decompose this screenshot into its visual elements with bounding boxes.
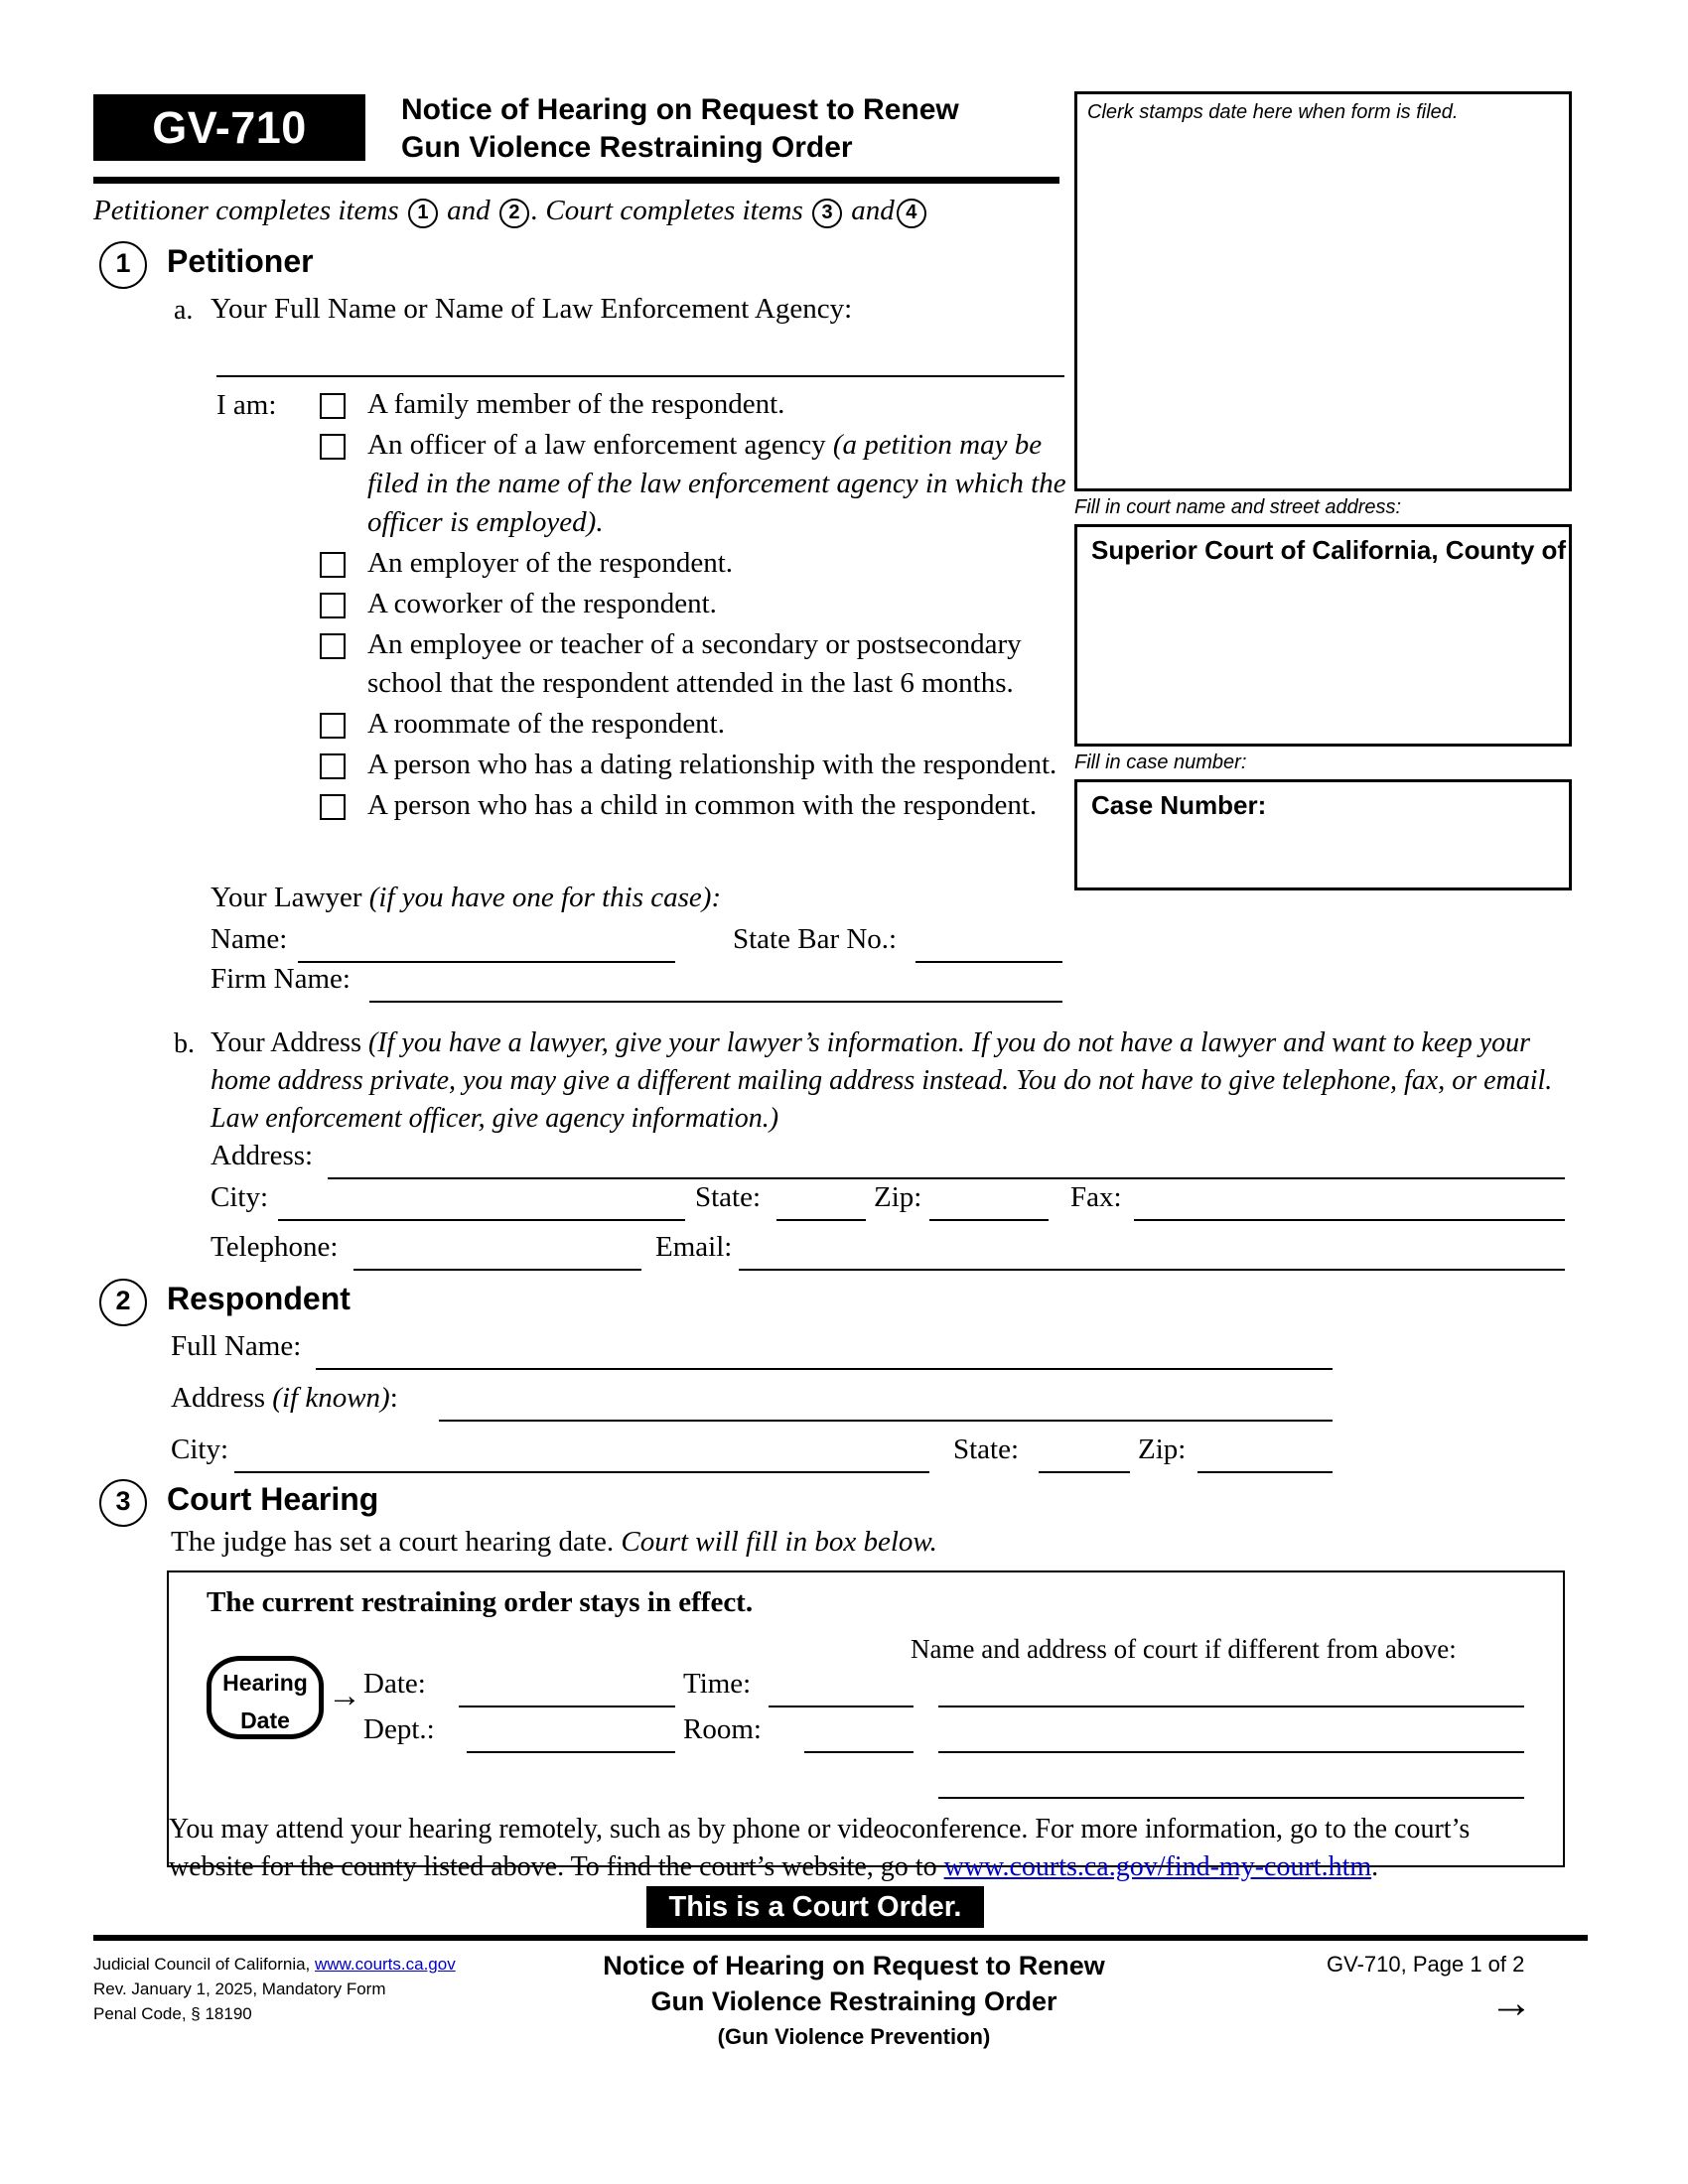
- checkbox-family-member[interactable]: [320, 393, 346, 419]
- footer-page-indicator: GV-710, Page 1 of 2: [1327, 1952, 1525, 1977]
- right-arrow-icon: →: [328, 1678, 361, 1714]
- lawyer-name-line[interactable]: [298, 961, 675, 963]
- footer-title-line1: Notice of Hearing on Request to Renew: [603, 1951, 1105, 1980]
- i-am-label: I am:: [216, 389, 277, 421]
- lawyer-name-label: Name:: [211, 923, 288, 955]
- respondent-city-line[interactable]: [234, 1471, 929, 1473]
- hearing-date-line[interactable]: [459, 1706, 675, 1707]
- checkbox-coworker[interactable]: [320, 593, 346, 618]
- court-order-banner: This is a Court Order.: [646, 1886, 984, 1928]
- checkbox-row[interactable]: [320, 746, 1074, 784]
- section-2-number: 2: [99, 1279, 147, 1326]
- checkbox-employer[interactable]: [320, 552, 346, 578]
- respondent-zip-line[interactable]: [1197, 1471, 1333, 1473]
- lawyer-heading-note: (if you have one for this case):: [368, 882, 722, 913]
- case-number-label: Fill in case number:: [1074, 751, 1247, 773]
- form-title-line2: Gun Violence Restraining Order: [401, 131, 853, 164]
- court-name-box[interactable]: [1074, 524, 1572, 747]
- footer-rule: [93, 1935, 1588, 1941]
- checkbox-row[interactable]: [320, 625, 1074, 703]
- respondent-address-line[interactable]: [439, 1420, 1333, 1422]
- who-completes-instruction: [93, 195, 928, 228]
- lawyer-firm-label: Firm Name:: [211, 963, 351, 995]
- respondent-state-line[interactable]: [1039, 1471, 1130, 1473]
- lawyer-bar-label: State Bar No.:: [733, 923, 898, 955]
- petitioner-relationship-checkbox-list: [320, 385, 1074, 825]
- lawyer-bar-line[interactable]: [915, 961, 1062, 963]
- petitioner-email-label: Email:: [655, 1231, 733, 1263]
- section-1-number: 1: [99, 241, 147, 289]
- section-1-heading: Petitioner: [167, 243, 314, 279]
- checkbox-roommate[interactable]: [320, 713, 346, 739]
- hearing-time-line[interactable]: [769, 1706, 914, 1707]
- hearing-date-badge: [207, 1656, 324, 1739]
- hearing-room-line[interactable]: [804, 1751, 914, 1753]
- respondent-state-label: State:: [953, 1433, 1020, 1465]
- who-completes-text-b: and: [447, 195, 491, 226]
- section-3-intro-plain: The judge has set a court hearing date.: [171, 1526, 615, 1558]
- hearing-date-label: Date:: [363, 1668, 426, 1700]
- respondent-full-name-label: Full Name:: [171, 1330, 302, 1362]
- petitioner-address-line[interactable]: [328, 1177, 1565, 1179]
- petitioner-fax-label: Fax:: [1070, 1181, 1122, 1213]
- hearing-room-label: Room:: [683, 1713, 762, 1745]
- section-3-number: 3: [99, 1479, 147, 1527]
- who-completes-text-c: . Court completes items: [530, 195, 803, 226]
- respondent-address-colon: :: [389, 1382, 398, 1414]
- header-rule: [93, 177, 1059, 184]
- item-1b-label: Your Address: [211, 1027, 361, 1058]
- petitioner-zip-label: Zip:: [874, 1181, 922, 1213]
- court-name-label: Fill in court name and street address:: [1074, 496, 1402, 518]
- item-1b-letter: b.: [174, 1028, 195, 1059]
- checkbox-law-enforcement-officer[interactable]: [320, 434, 346, 460]
- petitioner-telephone-label: Telephone:: [211, 1231, 339, 1263]
- court-name-value: Superior Court of California, County of: [1091, 535, 1567, 565]
- section-3-heading: Court Hearing: [167, 1481, 379, 1517]
- circled-number-3: 3: [812, 199, 842, 228]
- hearing-details-box: [167, 1570, 1565, 1882]
- checkbox-child-in-common[interactable]: [320, 794, 346, 820]
- court-address-line-2[interactable]: [938, 1751, 1524, 1753]
- footer-title-line3: (Gun Violence Prevention): [717, 2024, 991, 2049]
- item-1a-letter: a.: [174, 295, 194, 326]
- remote-hearing-paragraph: [169, 1811, 1549, 1886]
- case-number-value: Case Number:: [1091, 790, 1267, 820]
- checkbox-row[interactable]: [320, 385, 1074, 424]
- circled-number-2: 2: [499, 199, 529, 228]
- hearing-box-title: The current restraining order stays in effect.: [207, 1586, 754, 1618]
- lawyer-heading-label: Your Lawyer: [211, 882, 362, 913]
- footer-left-block: [93, 1952, 456, 2026]
- court-address-label: Name and address of court if different from above:: [911, 1634, 1457, 1664]
- form-title-line1: Notice of Hearing on Request to Renew: [401, 93, 959, 126]
- footer-revision-line: Rev. January 1, 2025, Mandatory Form: [93, 1979, 386, 1998]
- next-page-arrow-icon: →: [1489, 1979, 1533, 2027]
- respondent-address-note: (if known): [272, 1382, 390, 1414]
- footer-penal-code-line: Penal Code, § 18190: [93, 2004, 252, 2023]
- courts-website-link[interactable]: www.courts.ca.gov: [315, 1955, 456, 1974]
- petitioner-email-line[interactable]: [739, 1269, 1565, 1271]
- petitioner-state-line[interactable]: [776, 1219, 866, 1221]
- find-my-court-link[interactable]: www.courts.ca.gov/find-my-court.htm: [943, 1851, 1372, 1882]
- footer-judicial-council-text: Judicial Council of California,: [93, 1955, 315, 1974]
- respondent-city-label: City:: [171, 1433, 229, 1465]
- lawyer-firm-line[interactable]: [369, 1001, 1062, 1003]
- checkbox-label: A coworker of the respondent.: [367, 588, 717, 619]
- item-1b-block: [211, 1024, 1569, 1138]
- checkbox-row[interactable]: [320, 544, 1074, 583]
- hearing-dept-line[interactable]: [467, 1751, 675, 1753]
- item-1a-label: Your Full Name or Name of Law Enforcement Agency:: [211, 293, 853, 325]
- circled-number-1: 1: [408, 199, 438, 228]
- section-2-heading: Respondent: [167, 1281, 351, 1316]
- form-title: [401, 91, 1056, 167]
- petitioner-telephone-line[interactable]: [353, 1269, 641, 1271]
- hearing-date-badge-line2: Date: [240, 1707, 290, 1733]
- lawyer-heading: [211, 882, 721, 914]
- hearing-date-badge-line1: Hearing: [222, 1670, 308, 1696]
- checkbox-row[interactable]: [320, 786, 1074, 825]
- checkbox-label: A person who has a child in common with the respondent.: [367, 789, 1038, 821]
- section-3-intro-italic: Court will fill in box below.: [621, 1526, 937, 1558]
- petitioner-city-line[interactable]: [278, 1219, 685, 1221]
- checkbox-label: A family member of the respondent.: [367, 388, 785, 420]
- hearing-time-label: Time:: [683, 1668, 752, 1700]
- who-completes-text-a: Petitioner completes items: [93, 195, 399, 226]
- checkbox-label: An officer of a law enforcement agency: [367, 429, 833, 461]
- form-number-badge: GV-710: [93, 94, 365, 161]
- checkbox-label: An employee or teacher of a secondary or postsecondary school that the respondent attended in the last 6 months.: [367, 628, 1022, 699]
- case-number-box[interactable]: [1074, 779, 1572, 890]
- clerk-stamp-label: Clerk stamps date here when form is filed.: [1087, 101, 1459, 123]
- footer-center-block: [477, 1948, 1231, 2055]
- checkbox-row[interactable]: [320, 426, 1074, 542]
- checkbox-row[interactable]: [320, 705, 1074, 744]
- checkbox-label: An employer of the respondent.: [367, 547, 734, 579]
- checkbox-school-employee-teacher[interactable]: [320, 633, 346, 659]
- petitioner-fax-line[interactable]: [1134, 1219, 1565, 1221]
- footer-judicial-council-line: [93, 1952, 456, 1977]
- petitioner-zip-line[interactable]: [929, 1219, 1049, 1221]
- petitioner-city-label: City:: [211, 1181, 269, 1213]
- respondent-zip-label: Zip:: [1138, 1433, 1187, 1465]
- item-1b-note: (If you have a lawyer, give your lawyer’s information. If you do not have a lawyer and want to keep your home address private, you may give a different mailing address instead. You do not have to give telephone, fax, or email. Law enforcement officer, give agency information.): [211, 1027, 1553, 1134]
- checkbox-label: A person who has a dating relationship with the respondent.: [367, 749, 1057, 780]
- footer-title-line2: Gun Violence Restraining Order: [650, 1986, 1057, 2016]
- clerk-stamp-box[interactable]: [1074, 91, 1572, 491]
- checkbox-label-note: (a petition may be filed in the name of the law enforcement agency in which the officer is employed).: [367, 429, 1066, 538]
- remote-hearing-text-2: .: [1371, 1851, 1379, 1882]
- hearing-dept-label: Dept.:: [363, 1713, 435, 1745]
- checkbox-row[interactable]: [320, 585, 1074, 623]
- respondent-full-name-line[interactable]: [316, 1368, 1333, 1370]
- remote-hearing-text-1: You may attend your hearing remotely, such as by phone or videoconference. For more information, go to the court’s website for the county listed above. To find the court’s website, go to: [169, 1814, 1471, 1882]
- checkbox-label: A roommate of the respondent.: [367, 708, 725, 740]
- checkbox-dating-relationship[interactable]: [320, 753, 346, 779]
- who-completes-text-d: and: [851, 195, 895, 226]
- section-3-intro: [171, 1526, 937, 1559]
- petitioner-name-line[interactable]: [216, 375, 1064, 377]
- petitioner-state-label: State:: [695, 1181, 762, 1213]
- court-address-line-3[interactable]: [938, 1797, 1524, 1799]
- court-address-line-1[interactable]: [938, 1706, 1524, 1707]
- respondent-address-text: Address: [171, 1382, 266, 1414]
- petitioner-address-label: Address:: [211, 1140, 314, 1171]
- respondent-address-label: [171, 1382, 398, 1415]
- circled-number-4: 4: [897, 199, 926, 228]
